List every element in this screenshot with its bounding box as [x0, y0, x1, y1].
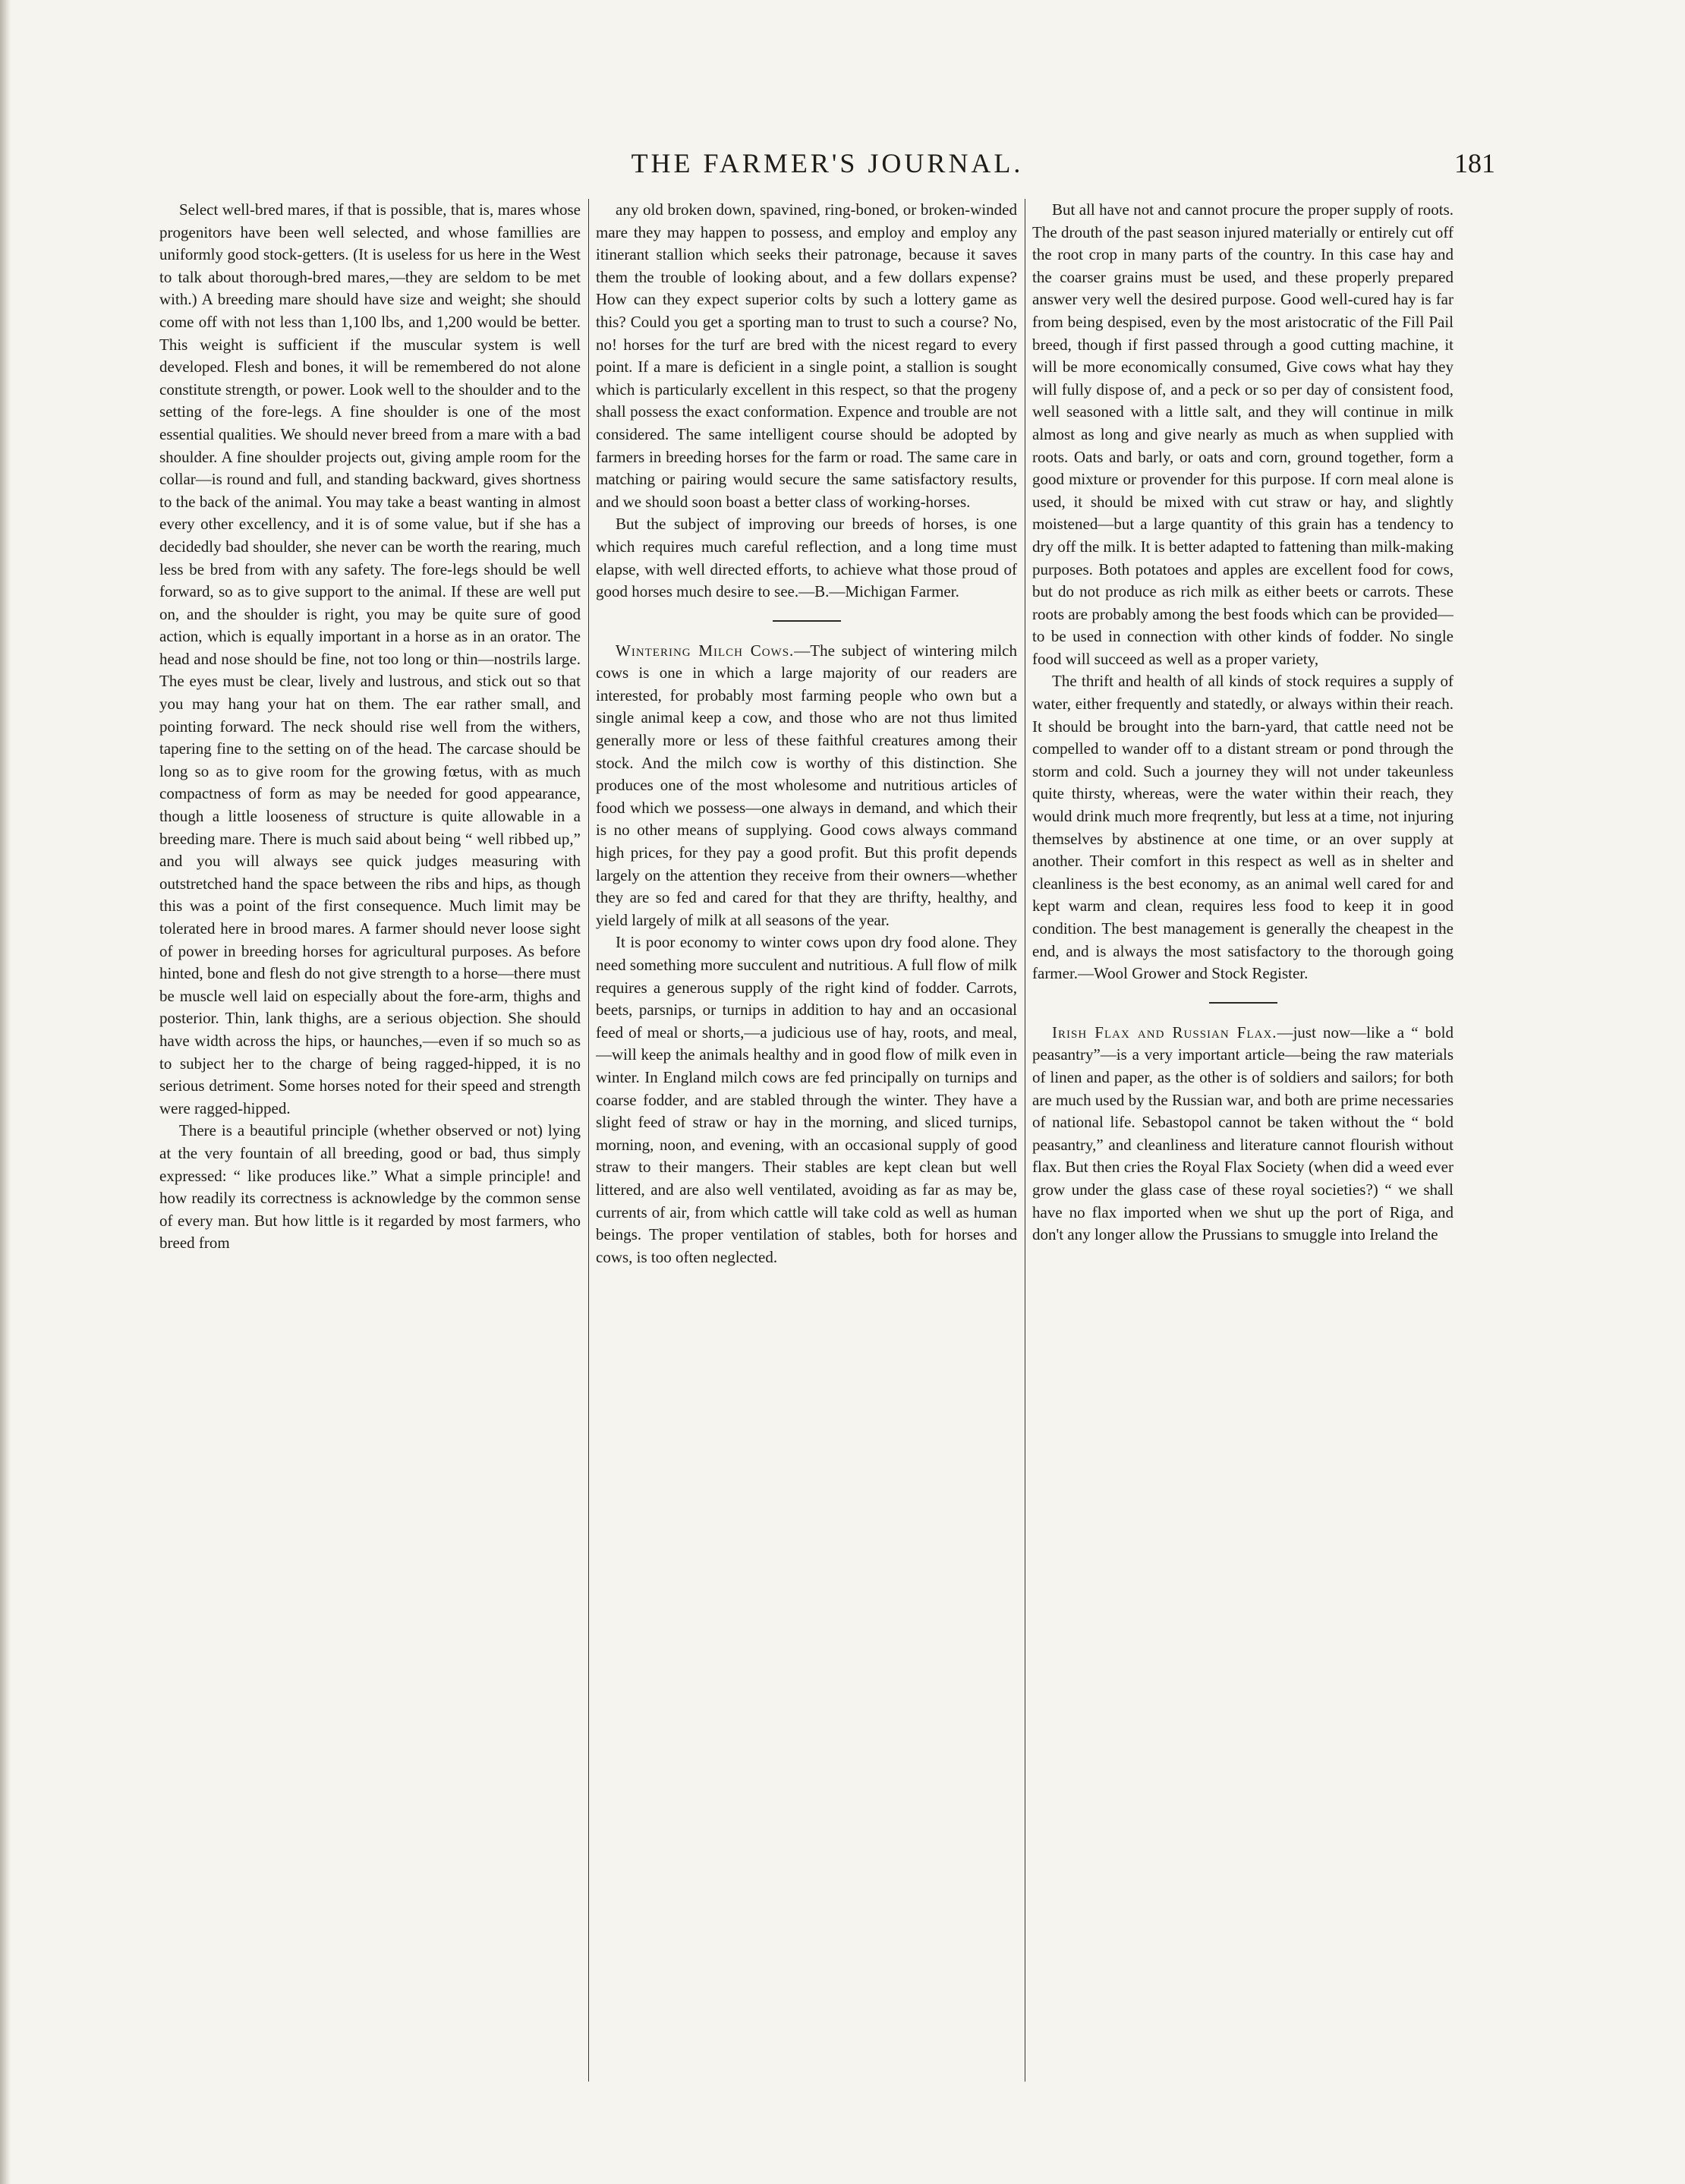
article-text: —The subject of wintering milch cows is one in which a large majority of our readers are interested, for probably most farming people who own but a single animal keep a cow, and those who are not thus limited generally more or less of these faithful creatures among their stock. And the milch cow is worthy of this distinction. She produces one of the most wholesome and nutritious articles of food which we possess—one always in demand, and which their is no other means of supplying. Good cows always command high prices, for they pay a good profit. But this profit depends largely on the attention they receive from their owners—whether they are so fed and cared for that they are thrifty, healthy, and yield largely of milk at all seasons of the year.: [596, 641, 1017, 929]
page-number: 181: [1454, 148, 1495, 178]
article-paragraph: Select well-bred mares, if that is possible, that is, mares whose progenitors have been well selected, and whose famillies are uniformly good stock-getters. (It is useless for us here in the West to talk about thorough-bred mares,—they are seldom to be met with.) A breeding mare should have size and weight; she should come off with not less than 1,100 lbs, and 1,200 would be better. This weight is sufficient if the muscular system is well developed. Flesh and bones, it will be remembered do not alone constitute strength, or power. Look well to the shoulder and to the setting of the fore-legs. A fine shoulder is one of the most essential qualities. We should never breed from a mare with a bad shoulder. A fine shoulder projects out, giving ample room for the collar—is round and full, and standing backward, gives shortness to the back of the animal. You may take a beast wanting in almost every other excellency, and it is of some value, but if she has a decidedly bad shoulder, she never can be worth the rearing, much less be bred from with any safety. The fore-legs should be well forward, so as to give support to the animal. If these are well put on, and the shoulder is right, you may be quite sure of good action, which is equally important in a horse as in an orator. The head and nose should be fine, not too long or thin—nostrils large. The eyes must be clear, lively and lustrous, and stick out so that you may hang your hat on them. The ear rather small, and pointing forward. The neck should rise well from the withers, tapering fine to the setting on of the head. The carcase should be long so as to give room for the growing fœtus, with as much compactness of form as may be needed for good appearance, though a little looseness of structure is quite allowable in a breeding mare. There is much said about being “ well ribbed up,” and you will always see quick judges measuring with outstretched hand the space between the ribs and hips, as though this was a point of the first consequence. Much limit may be tolerated here in brood mares. A farmer should never loose sight of power in breeding horses for agricultural purposes. As before hinted, bone and flesh do not give strength to a horse—there must be muscle well laid on especially about the fore-arm, thighs and posterior. Thin, lank thighs, are a serious objection. She should have width across the hips, or haunches,—even if so much so as to subject her to the charge of being ragged-hipped, it is no serious detriment. Some horses noted for their speed and strength were ragged-hipped.: [159, 200, 581, 1117]
article-paragraph: But all have not and cannot procure the proper supply of roots. The drouth of the past season injured materially or entirely cut off the root crop in many parts of the country. In this case hay and the coarser grains must be used, and these properly prepared answer very well the desired purpose. Good well-cured hay is far from being despised, even by the most aristocratic of the Fill Pail breed, though if first passed through a good cutting machine, it will be more economically consumed, Give cows what hay they will fully dispose of, and a peck or so per day of consistent food, well seasoned with a little salt, and they will continue in milk almost as long and give nearly as much as when supplied with roots. Oats and barly, or oats and corn, ground together, form a good mixture or provender for this purpose. If corn meal alone is used, it should be mixed with cut straw or hay, and slightly moistened—but a large quantity of this grain has a tendency to dry off the milk. It is better adapted to fattening than milk-making purposes. Both potatoes and apples are excellent food for cows, but do not produce as rich milk as either beets or carrots. These roots are probably among the best foods which can be provided—to be used in connection with other kinds of fodder. No single food will succeed as well as a proper variety,: [1032, 200, 1454, 668]
section-divider: [1209, 1002, 1277, 1004]
article-text: —just now—like a “ bold peasantry”—is a very important article—being the raw materials of linen and paper, as the other is of soldiers and sailors; for both are much used by the Russian war, and both are prime necessaries of national life. Sebastopol cannot be taken without the “ bold peasantry,” and cleanliness and literature cannot flourish without flax. But then cries the Royal Flax Society (when did a weed ever grow under the glass case of these royal societies?) “ we shall have no flax imported when we shut up the port of Riga, and don't any longer allow the Prussians to smuggle into Ireland the: [1032, 1023, 1454, 1244]
page-header: [159, 147, 1495, 184]
text-columns: [159, 199, 1469, 2082]
article-paragraph: [596, 640, 1017, 932]
column-rule: [588, 199, 589, 2082]
article-paragraph: any old broken down, spavined, ring-boned, or broken-winded mare they may happen to possess, and employ and employ any itinerant stallion which seeks their patronage, because it saves them the trouble of looking about, and a few dollars expense? How can they expect superior colts by such a lottery game as this? Could you get a sporting man to trust to such a course? No, no! horses for the turf are bred with the nicest regard to every point. If a mare is deficient in a single point, a stallion is sought which is particularly excellent in this respect, so that the progeny shall possess the exact conformation. Expence and trouble are not considered. The same intelligent course should be adopted by farmers in breeding horses for the farm or road. The same care in matching or pairing would secure the same satisfactory results, and we should soon boast a better class of working-horses.: [596, 200, 1017, 511]
section-divider: [773, 620, 841, 622]
article-paragraph: It is poor economy to winter cows upon dry food alone. They need something more succulent and nutritious. A full flow of milk requires a generous supply of the right kind of fodder. Carrots, beets, parsnips, or turnips in addition to hay and an occasional feed of meal or shorts,—a judicious use of hay, roots, and meal,—will keep the animals healthy and in good flow of milk even in winter. In England milch cows are fed principally on turnips and coarse fodder, and are stabled through the winter. They have a slight feed of straw or hay in the morning, and sliced turnips, morning, noon, and evening, with an occasional supply of good straw to their mangers. Their stables are kept clean but well littered, and are also well ventilated, avoiding as far as may be, currents of air, from which cattle will take cold as well as human beings. The proper ventilation of stables, both for horses and cows, is too often neglected.: [596, 933, 1017, 1266]
article-heading: Wintering Milch Cows.: [616, 641, 795, 660]
page-edge-shadow: [0, 0, 11, 2184]
article-paragraph: [1032, 1022, 1454, 1246]
article-paragraph: But the subject of improving our breeds of horses, is one which requires much careful reflection, and a long time must elapse, with well directed efforts, to achieve what those proud of good horses much desire to see.—B.—Michigan Farmer.: [596, 515, 1017, 601]
column-3: [1032, 199, 1454, 2082]
article-paragraph: There is a beautiful principle (whether observed or not) lying at the very fountain of all breeding, good or bad, thus simply expressed: “ like produces like.” What a simple principle! and how readily its correctness is acknowledge by the common sense of every man. But how little is it regarded by most farmers, who breed from: [159, 1121, 581, 1253]
column-2: [596, 199, 1017, 2082]
column-1: [159, 199, 581, 2082]
article-paragraph: The thrift and health of all kinds of stock requires a supply of water, either frequently and statedly, or always within their reach. It should be brought into the barn-yard, that cattle need not be compelled to wander off to a distant stream or pond through the storm and cold. Such a journey they will not under takeunless quite thirsty, whereas, were the water within their reach, they would drink much more freqrently, but less at a time, not injuring themselves by abstinence at one time, or an over supply at another. Their comfort in this respect as well as in shelter and cleanliness is the best economy, as an animal well cared for and kept warm and clean, requires less food to keep it in good condition. The best management is generally the cheapest in the end, and is always the most satisfactory to the thorough going farmer.—Wool Grower and Stock Register.: [1032, 672, 1454, 983]
article-heading: Irish Flax and Russian Flax.: [1052, 1023, 1277, 1042]
journal-title: THE FARMER'S JOURNAL.: [631, 148, 1024, 178]
